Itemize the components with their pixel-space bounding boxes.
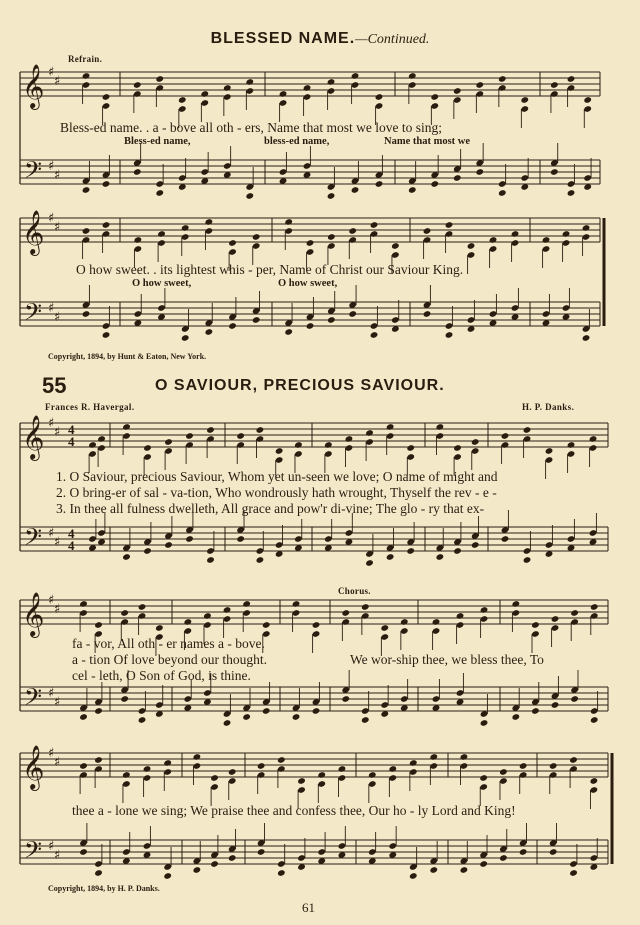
sharp-sign: ♯ (48, 839, 55, 854)
note-head (386, 423, 395, 431)
note-head (542, 236, 551, 244)
note-head (567, 75, 576, 83)
note-head (262, 707, 271, 715)
sharp-sign: ♯ (48, 746, 55, 761)
note-head (429, 866, 438, 874)
note-head (562, 230, 571, 238)
bass-word: O how sweet, (278, 278, 338, 289)
note-head (138, 603, 147, 611)
note-head (122, 553, 131, 561)
note-head (163, 759, 172, 767)
refrain-label: Refrain. (68, 54, 103, 64)
note-head (102, 180, 111, 188)
sharp-sign: ♯ (54, 755, 61, 770)
verse-3-line-2: cel - leth, O Son of God, is thine. (72, 668, 251, 683)
note-head (292, 713, 301, 721)
note-head (406, 444, 415, 452)
note-head (361, 716, 370, 724)
note-head (409, 872, 418, 880)
note-head (370, 221, 379, 229)
bass-clef: 𝄢 (24, 156, 43, 189)
note-head (453, 547, 462, 555)
note-head (409, 759, 418, 767)
note-head (178, 96, 187, 104)
note-head (453, 444, 462, 452)
treble-clef: 𝄞 (22, 592, 45, 636)
note-head (292, 600, 301, 608)
note-head (583, 96, 592, 104)
note-head (181, 334, 190, 342)
note-head (82, 72, 91, 80)
note-head (306, 322, 315, 330)
note-head (590, 777, 599, 785)
note-head (79, 762, 88, 770)
sharp-sign: ♯ (54, 602, 61, 617)
sharp-sign: ♯ (48, 526, 55, 541)
note-head (501, 535, 510, 543)
note-head (236, 535, 245, 543)
note-head (436, 553, 445, 561)
note-head (279, 90, 288, 98)
note-head (245, 78, 254, 86)
note-head (277, 756, 286, 764)
note-head (570, 695, 579, 703)
hymn-number: 55 (42, 373, 67, 398)
note-head (164, 541, 173, 549)
note-head (324, 441, 333, 449)
note-head (365, 559, 374, 567)
note-head (445, 331, 454, 339)
note-head (460, 866, 469, 874)
note-head (519, 848, 528, 856)
note-head (94, 707, 103, 715)
note-head (545, 447, 554, 455)
note-head (370, 331, 379, 339)
note-head (297, 777, 306, 785)
note-head (388, 765, 397, 773)
composer-credit: H. P. Danks. (522, 402, 575, 412)
note-head (200, 90, 209, 98)
note-head (257, 848, 266, 856)
note-head (467, 242, 476, 250)
note-head (499, 768, 508, 776)
note-head (88, 441, 97, 449)
bass-word: bless-ed name, (264, 136, 330, 147)
treble-clef: 𝄞 (22, 745, 45, 789)
title-continued: —Continued. (355, 32, 430, 47)
note-head (408, 72, 417, 80)
note-head (284, 328, 293, 336)
note-head (569, 869, 578, 877)
note-head (351, 72, 360, 80)
chorus-lyric-2: thee a - lone we sing; We praise thee and confess thee, Our ho - ly Lord and King! (72, 803, 516, 818)
note-head (94, 869, 103, 877)
note-head (133, 81, 142, 89)
refrain-lyric-2: O how sweet. . its lightest whis - per, Name of Christ our Saviour King. (76, 262, 464, 277)
note-head (549, 848, 558, 856)
sharp-sign: ♯ (54, 535, 61, 550)
note-head (303, 84, 312, 92)
note-head (94, 756, 103, 764)
note-head (164, 438, 173, 446)
note-head (341, 609, 350, 617)
note-head (380, 624, 389, 632)
note-head (590, 716, 599, 724)
note-head (79, 713, 88, 721)
note-head (79, 600, 88, 608)
treble-clef: 𝄞 (22, 210, 45, 254)
note-head (122, 771, 131, 779)
note-head (294, 441, 303, 449)
verse-1-line-2: fa - vor, All oth - er names a - bove. (72, 636, 265, 651)
note-head (549, 762, 558, 770)
note-head (155, 189, 164, 197)
note-head (157, 230, 166, 238)
note-head (570, 609, 579, 617)
note-head (511, 600, 520, 608)
note-head (120, 695, 129, 703)
note-head (550, 168, 559, 176)
time-signature: 4 (68, 422, 75, 437)
note-head (519, 762, 528, 770)
note-head (327, 316, 336, 324)
bass-clef: 𝄢 (24, 523, 43, 556)
note-head (520, 96, 529, 104)
note-head (210, 774, 219, 782)
sharp-sign: ♯ (48, 159, 55, 174)
note-head (456, 612, 465, 620)
note-head (102, 221, 111, 229)
time-signature: 4 (68, 526, 75, 541)
treble-clef: 𝄞 (22, 64, 45, 108)
note-head (351, 186, 360, 194)
note-head (475, 168, 484, 176)
note-head (143, 765, 152, 773)
copyright-55: Copyright, 1894, by H. P. Danks. (48, 884, 160, 893)
sharp-sign: ♯ (48, 65, 55, 80)
page-title (0, 30, 640, 48)
note-head (284, 218, 293, 226)
note-head (567, 189, 576, 197)
bass-clef: 𝄢 (24, 683, 43, 716)
note-head (262, 621, 271, 629)
note-head (445, 221, 454, 229)
note-head (82, 227, 91, 235)
note-head (341, 695, 350, 703)
note-head (531, 707, 540, 715)
treble-clef: 𝄞 (22, 415, 45, 459)
note-head (471, 438, 480, 446)
note-head (338, 765, 347, 773)
note-head (205, 328, 214, 336)
chorus-lyric-1: We wor-ship thee, we bless thee, To (350, 652, 544, 667)
note-head (368, 771, 377, 779)
note-head (436, 423, 445, 431)
note-head (193, 753, 202, 761)
note-head (163, 872, 172, 880)
note-head (210, 860, 219, 868)
note-head (582, 224, 591, 232)
note-head (567, 441, 576, 449)
note-head (453, 174, 462, 182)
note-head (475, 81, 484, 89)
note-head (479, 774, 488, 782)
note-head (82, 186, 91, 194)
note-head (511, 230, 520, 238)
sharp-sign: ♯ (54, 168, 61, 183)
note-head (498, 75, 507, 83)
note-head (97, 435, 106, 443)
note-head (193, 866, 202, 874)
sharp-sign: ♯ (54, 310, 61, 325)
note-head (523, 556, 532, 564)
note-head (423, 310, 432, 318)
note-head (312, 707, 321, 715)
note-head (479, 860, 488, 868)
note-head (327, 192, 336, 200)
sharp-sign: ♯ (48, 211, 55, 226)
note-head (138, 716, 147, 724)
note-head (348, 227, 357, 235)
sharp-sign: ♯ (54, 220, 61, 235)
sharp-sign: ♯ (48, 686, 55, 701)
refrain-lyric-1: Bless-ed name. . a - bove all oth - ers, Name that most we love to sing; (60, 120, 443, 135)
chorus-label: Chorus. (338, 586, 371, 596)
note-head (245, 192, 254, 200)
title-text: BLESSED NAME. (210, 30, 356, 47)
note-head (252, 316, 261, 324)
note-head (94, 621, 103, 629)
note-head (228, 322, 237, 330)
note-head (551, 701, 560, 709)
note-head (133, 168, 142, 176)
note-head (120, 609, 129, 617)
note-head (102, 93, 111, 101)
note-head (375, 93, 384, 101)
note-head (102, 331, 111, 339)
note-head (312, 621, 321, 629)
note-head (236, 432, 245, 440)
note-head (501, 432, 510, 440)
note-head (375, 180, 384, 188)
verse-2-line-1: 2. O bring-er of sal - va-tion, Who wondrously hath wrought, Thyself the rev - e - (56, 485, 497, 500)
note-head (122, 423, 131, 431)
note-head (183, 618, 192, 626)
note-head (277, 869, 286, 877)
note-head (430, 93, 439, 101)
note-head (181, 224, 190, 232)
bass-clef: 𝄢 (24, 298, 43, 331)
note-head (489, 236, 498, 244)
note-head (223, 84, 232, 92)
note-head (453, 87, 462, 95)
note-head (228, 239, 237, 247)
note-head (185, 432, 194, 440)
note-head (498, 189, 507, 197)
page-number: 61 (302, 900, 315, 915)
verse-1-line-1: 1. O Saviour, precious Saviour, Whom yet un-seen we love; O name of might and (56, 469, 498, 484)
note-head (480, 606, 489, 614)
note-head (256, 556, 265, 564)
note-head (206, 426, 215, 434)
verse-3-line-1: 3. In thee all fulness dwelleth, All grace and pow'r di-vine; The glo - ry that ex- (56, 501, 485, 516)
note-head (386, 553, 395, 561)
note-head (327, 233, 336, 241)
note-head (590, 603, 599, 611)
note-head (406, 547, 415, 555)
copyright-54: Copyright, 1894, by Hunt & Eaton, New York. (48, 352, 207, 361)
note-head (365, 429, 374, 437)
note-head (430, 180, 439, 188)
note-head (82, 310, 91, 318)
verse-2-line-2: a - tion Of love beyond our thought. (72, 652, 267, 667)
note-head (569, 756, 578, 764)
sharp-sign: ♯ (54, 425, 61, 440)
note-head (256, 426, 265, 434)
time-signature: 4 (68, 434, 75, 449)
note-head (551, 615, 560, 623)
bass-word: Name that most we (384, 136, 471, 147)
note-head (205, 218, 214, 226)
note-head (550, 81, 559, 89)
note-head (306, 239, 315, 247)
sharp-sign: ♯ (48, 416, 55, 431)
note-head (317, 771, 326, 779)
sharp-sign: ♯ (54, 848, 61, 863)
note-head (275, 447, 284, 455)
bass-clef: 𝄢 (24, 836, 43, 869)
sharp-sign: ♯ (54, 695, 61, 710)
bass-word: O how sweet, (132, 278, 192, 289)
note-head (471, 541, 480, 549)
bass-word: Bless-ed name, (124, 136, 191, 147)
note-head (134, 236, 143, 244)
note-head (429, 753, 438, 761)
note-head (155, 624, 164, 632)
note-head (589, 435, 598, 443)
note-head (582, 334, 591, 342)
note-head (345, 435, 354, 443)
note-head (400, 618, 409, 626)
note-head (203, 612, 212, 620)
sharp-sign: ♯ (54, 74, 61, 89)
note-head (480, 719, 489, 727)
note-head (223, 719, 232, 727)
note-head (228, 768, 237, 776)
note-head (531, 621, 540, 629)
note-head (423, 227, 432, 235)
note-head (252, 233, 261, 241)
note-head (327, 78, 336, 86)
note-head (228, 854, 237, 862)
note-head (460, 753, 469, 761)
note-head (348, 310, 357, 318)
sharp-sign: ♯ (48, 593, 55, 608)
note-head (523, 426, 532, 434)
note-head (361, 603, 370, 611)
time-signature: 4 (68, 538, 75, 553)
note-head (223, 606, 232, 614)
note-head (391, 242, 400, 250)
note-head (511, 713, 520, 721)
note-head (242, 713, 251, 721)
note-head (79, 848, 88, 856)
note-head (408, 186, 417, 194)
note-head (257, 762, 266, 770)
note-head (499, 854, 508, 862)
sharp-sign: ♯ (48, 301, 55, 316)
note-head (242, 600, 251, 608)
note-head (143, 444, 152, 452)
note-head (432, 618, 441, 626)
note-head (155, 75, 164, 83)
hymn-title: O SAVIOUR, PRECIOUS SAVIOUR. (155, 377, 445, 394)
note-head (143, 547, 152, 555)
author-credit: Frances R. Havergal. (45, 402, 135, 412)
note-head (185, 535, 194, 543)
note-head (206, 556, 215, 564)
